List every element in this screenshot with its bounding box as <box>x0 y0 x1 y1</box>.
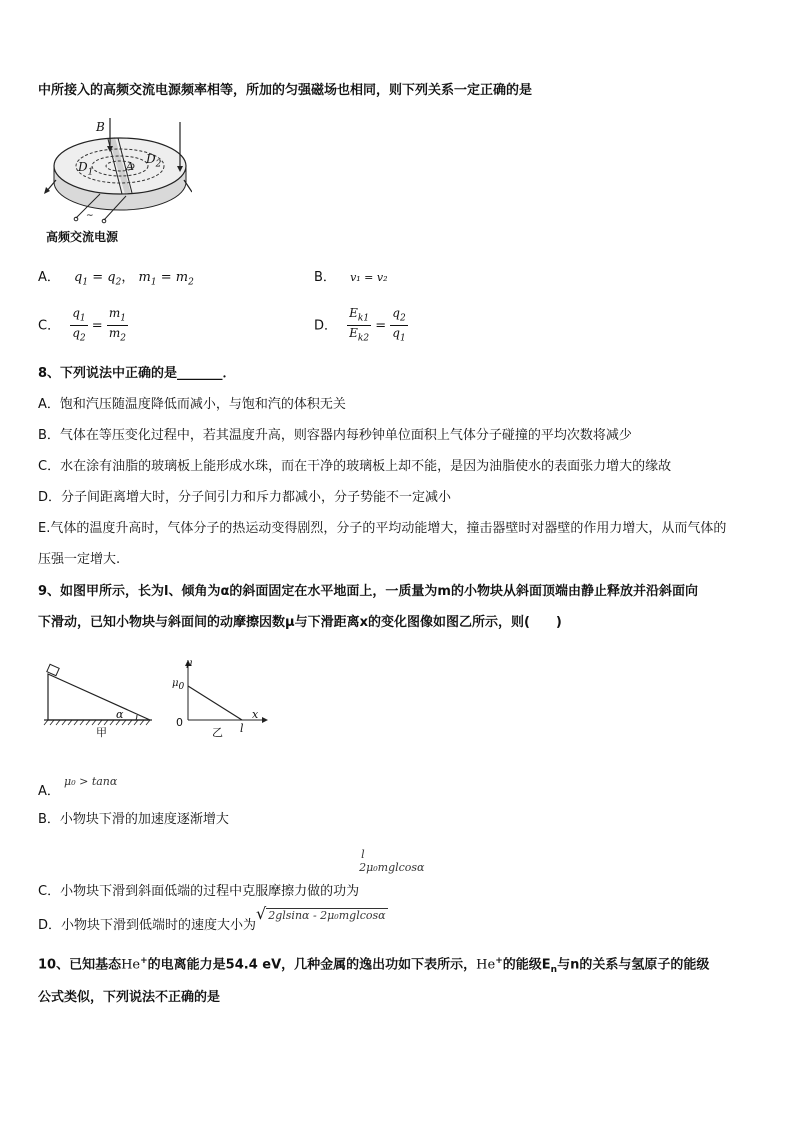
alpha-label: α <box>116 708 124 721</box>
mu0-label: $\mu_0$ <box>172 678 185 692</box>
q9-option-a[interactable] <box>38 774 118 799</box>
q9-option-c[interactable] <box>38 846 425 899</box>
q7-option-c[interactable]: C． $\frac{q_1}{q_2}$ = $\frac{m_1}{m_2}$ <box>38 306 126 344</box>
q8-option-e-cont: 压强一定增大. <box>38 552 121 567</box>
mu-x-graph <box>170 658 270 742</box>
sqrt-sign: √ <box>256 904 267 923</box>
fig-yi-caption: 乙 <box>212 726 223 739</box>
mu-axis-label: μ <box>186 658 193 669</box>
q9-option-b[interactable]: B．小物块下滑的加速度逐渐增大 <box>38 812 229 827</box>
cyclotron-figure <box>42 118 192 248</box>
d2-label: $D_2$ <box>146 152 162 170</box>
q7-option-b[interactable] <box>314 266 388 285</box>
option-c-math: l 2μ₀mglcosα <box>359 848 425 874</box>
option-letter: B． <box>314 270 336 285</box>
l-label: l <box>240 722 244 735</box>
q7-option-d[interactable]: D． $\frac{E_{k1}}{E_{k2}}$ = $\frac{q_2}{q_1}$ <box>314 306 406 344</box>
q8-option-d[interactable]: D．分子间距离增大时，分子间引力和斥力都减小，分子势能不一定减小 <box>38 490 452 505</box>
q9-option-d[interactable] <box>38 904 388 933</box>
q9-stem-line2: 下滑动，已知小物块与斜面间的动摩擦因数μ与下滑距离x的变化图像如图乙所示，则( ) <box>38 615 562 630</box>
q7-stem-tail: 中所接入的高频交流电源频率相等，所加的匀强磁场也相同，则下列关系一定正确的是 <box>38 83 533 98</box>
option-letter: D． <box>314 318 338 334</box>
q8-option-b[interactable]: B．气体在等压变化过程中，若其温度升高，则容器内每秒钟单位面积上气体分子碰撞的平均次数将减少 <box>38 428 632 443</box>
q7-option-a[interactable]: A． $q_1 = q_2$， $m_1 = m_2$ <box>38 270 194 288</box>
option-a-math: μ₀ > tanα <box>64 775 118 788</box>
option-d-text: D．小物块下滑到低端时的速度大小为 <box>38 918 257 933</box>
q9-stem-line1: 9、如图甲所示，长为l、倾角为α的斜面固定在水平地面上，一质量为m的小物块从斜面顶端由静止释放并沿斜面向 <box>38 584 698 599</box>
x-axis-label: x <box>252 708 259 721</box>
q8-option-a[interactable]: A．饱和汽压随温度降低而减小，与饱和汽的体积无关 <box>38 397 346 412</box>
d1-label: $D_1$ <box>78 160 94 178</box>
q8-option-c[interactable]: C．水在涂有油脂的玻璃板上能形成水珠，而在干净的玻璃板上却不能，是因为油脂使水的表面张力增大的缘故 <box>38 459 672 474</box>
origin-label: 0 <box>176 716 183 729</box>
b-field-label: B <box>96 120 105 134</box>
fig-jia-caption: 甲 <box>96 726 107 739</box>
q8-stem: 8、下列说法中正确的是_______． <box>38 366 236 381</box>
q8-option-e[interactable]: E.气体的温度升高时，气体分子的热运动变得剧烈，分子的平均动能增大，撞击器壁时对器壁的作用力增大，从而气体的 <box>38 521 727 536</box>
option-b-expr: v₁ = v₂ <box>350 271 388 284</box>
q10-stem-line1: 10、已知基态He+的电离能力是54.4 eV，几种金属的逸出功如下表所示，He+的能级$E_n$与n的关系与氢原子的能级 <box>38 956 710 975</box>
option-letter: C． <box>38 318 61 334</box>
option-c-text: C．小物块下滑到斜面低端的过程中克服摩擦力做的功为 <box>38 884 360 899</box>
figure-caption: 高频交流电源 <box>46 230 119 244</box>
svg-text:~: ~ <box>86 211 94 221</box>
option-letter: A． <box>38 270 60 285</box>
option-letter: A． <box>38 784 60 799</box>
incline-figure <box>40 662 156 742</box>
option-d-math: 2glsinα - 2μ₀mglcosα <box>268 909 386 922</box>
q10-stem-line2: 公式类似，下列说法不正确的是 <box>38 990 221 1005</box>
a-label: A <box>126 160 134 173</box>
